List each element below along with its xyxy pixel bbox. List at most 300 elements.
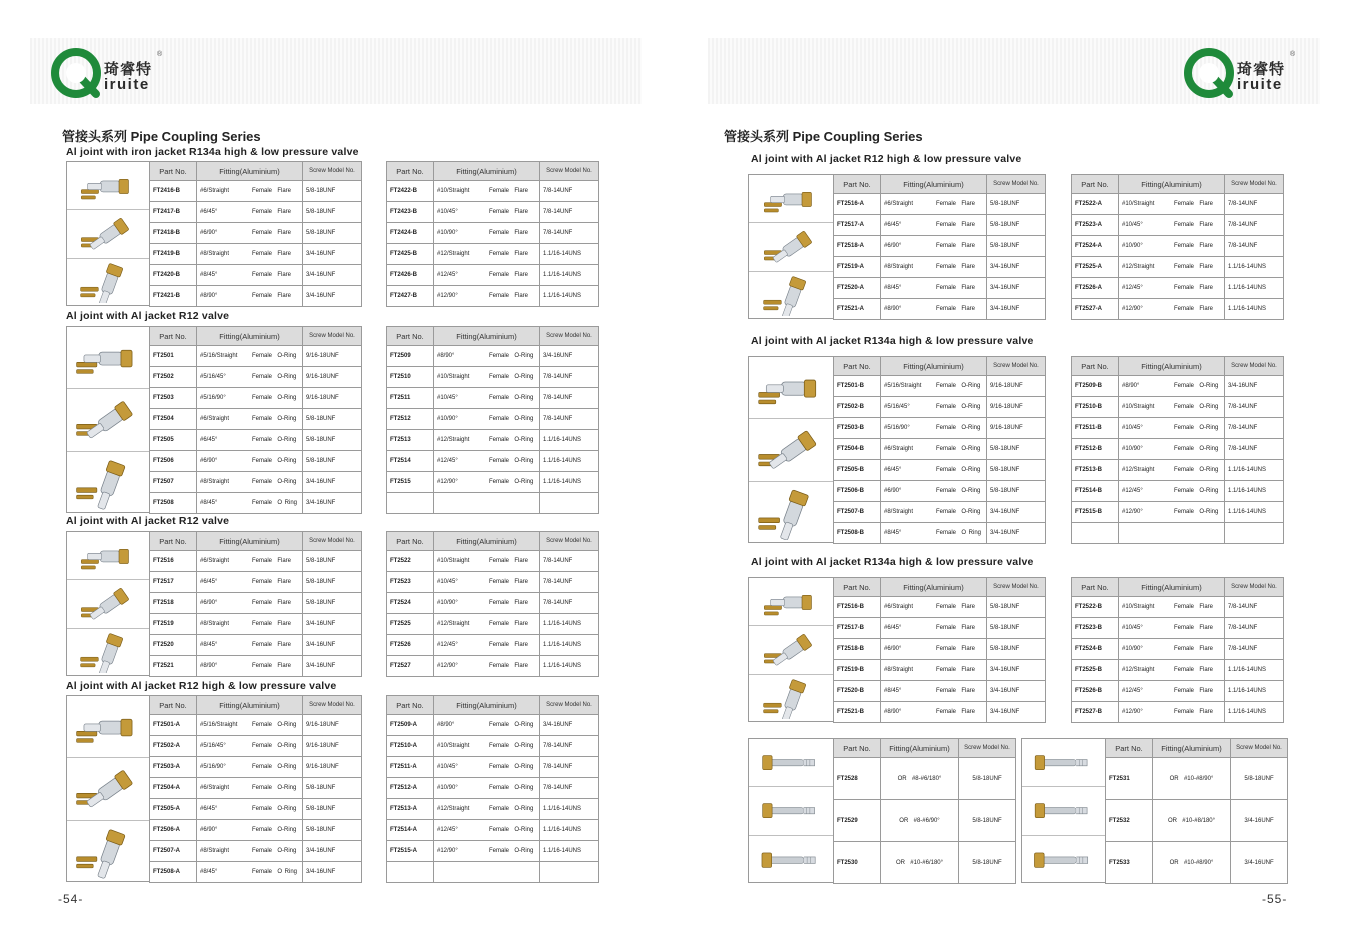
product-image bbox=[749, 223, 833, 271]
screw-model-cell: 3/4-16UNF bbox=[303, 472, 362, 493]
part-number-cell: FT2503-B bbox=[834, 418, 881, 439]
screw-model-header: Screw Model No. bbox=[303, 327, 362, 346]
fitting-size: #5/16/90° bbox=[884, 425, 910, 431]
table-row bbox=[387, 286, 599, 307]
screw-model-cell: 1.1/16-14UNS bbox=[540, 244, 599, 265]
part-number-cell: FT2522 bbox=[387, 551, 434, 572]
part-number-cell: FT2506-A bbox=[150, 820, 197, 841]
part-number-cell: FT2524-B bbox=[1072, 639, 1119, 660]
fitting-cell bbox=[197, 593, 303, 614]
part-number-cell: FT2426-B bbox=[387, 265, 434, 286]
fitting-size: #12/90° bbox=[1122, 709, 1143, 715]
part-number-cell: FT2416-B bbox=[150, 181, 197, 202]
fitting-size: #12/90° bbox=[437, 663, 458, 669]
fitting-cell bbox=[434, 656, 540, 677]
screw-model-cell: 7/8-14UNF bbox=[1225, 215, 1284, 236]
fitting-size: #8/45° bbox=[200, 869, 218, 875]
part-number-cell: FT2424-B bbox=[387, 223, 434, 244]
part-number-cell: FT2504 bbox=[150, 409, 197, 430]
screw-model-cell: 1.1/16-14UNS bbox=[540, 265, 599, 286]
fitting-size: #10/Straight bbox=[437, 188, 470, 194]
screw-model-cell: 1.1/16-14UNS bbox=[540, 614, 599, 635]
fitting-cell bbox=[881, 418, 987, 439]
fitting-photo-icon bbox=[71, 584, 145, 623]
part-number-cell: FT2502-A bbox=[150, 736, 197, 757]
part-number-cell: FT2503 bbox=[150, 388, 197, 409]
fitting-type: Female Flare bbox=[1174, 646, 1214, 652]
fitting-cell bbox=[881, 397, 987, 418]
fitting-size: #8/45° bbox=[200, 500, 218, 506]
fitting-size: #6/Straight bbox=[200, 188, 230, 194]
product-image bbox=[1022, 739, 1105, 787]
fitting-size: #12/45° bbox=[1122, 285, 1143, 291]
fitting-type: Female Flare bbox=[489, 558, 529, 564]
table-row bbox=[387, 736, 599, 757]
product-image-column bbox=[66, 161, 149, 306]
fitting-cell bbox=[881, 618, 987, 639]
screw-model-cell: 1.1/16-14UNS bbox=[540, 451, 599, 472]
product-image bbox=[67, 389, 149, 451]
part-number-cell: FT2503-A bbox=[150, 757, 197, 778]
fitting-cell bbox=[197, 493, 303, 514]
fitting-size: #6/Straight bbox=[200, 558, 230, 564]
screw-model-cell: 9/16-18UNF bbox=[303, 757, 362, 778]
fitting-size: #6/45° bbox=[884, 222, 902, 228]
table-row bbox=[387, 430, 599, 451]
fitting-cell bbox=[1119, 639, 1225, 660]
part-no-header: Part No. bbox=[834, 175, 881, 194]
fitting-size: #12/Straight bbox=[1122, 264, 1155, 270]
part-number-cell: FT2507-A bbox=[150, 841, 197, 862]
screw-model-cell: 5/8-18UNF bbox=[303, 430, 362, 451]
screw-model-cell: 3/4-16UNF bbox=[303, 841, 362, 862]
fitting-photo-icon bbox=[1026, 743, 1101, 782]
fitting-type: Female O-Ring bbox=[1174, 404, 1219, 410]
part-number-cell: FT2521 bbox=[150, 656, 197, 677]
part-number-cell: FT2523 bbox=[387, 572, 434, 593]
fitting-header: Fitting(Aluminium) bbox=[197, 696, 303, 715]
table-row bbox=[834, 681, 1046, 702]
fitting-cell bbox=[434, 820, 540, 841]
fitting-type: Female O-Ring bbox=[489, 806, 534, 812]
fitting-cell bbox=[881, 299, 987, 320]
part-number-cell: FT2505-A bbox=[150, 799, 197, 820]
brand-logo-left bbox=[50, 47, 168, 99]
fitting-cell bbox=[434, 367, 540, 388]
screw-model-cell: 1.1/16-14UNS bbox=[1225, 278, 1284, 299]
part-no-header: Part No. bbox=[387, 162, 434, 181]
table-row bbox=[1072, 257, 1284, 278]
fitting-type: Female O-Ring bbox=[252, 353, 297, 359]
fitting-size: #5/16/Straight bbox=[200, 722, 238, 728]
part-no-header: Part No. bbox=[150, 327, 197, 346]
fitting-photo-icon bbox=[753, 179, 829, 218]
table-row bbox=[1072, 194, 1284, 215]
part-number-cell: FT2517-B bbox=[834, 618, 881, 639]
screw-model-cell: 9/16-18UNF bbox=[987, 418, 1046, 439]
part-number-cell: FT2505-B bbox=[834, 460, 881, 481]
fitting-size: #6/Straight bbox=[200, 416, 230, 422]
table-row bbox=[834, 439, 1046, 460]
fitting-size: #6/Straight bbox=[884, 201, 914, 207]
table-row bbox=[1072, 299, 1284, 320]
table-row bbox=[387, 472, 599, 493]
screw-model-cell: 5/8-18UNF bbox=[303, 778, 362, 799]
fitting-cell bbox=[197, 614, 303, 635]
screw-model-cell: 3/4-16UNF bbox=[303, 635, 362, 656]
fitting-cell bbox=[197, 841, 303, 862]
screw-model-header: Screw Model No. bbox=[987, 357, 1046, 376]
screw-model-cell: 1.1/16-14UNS bbox=[540, 635, 599, 656]
part-number-cell: FT2509-A bbox=[387, 715, 434, 736]
screw-model-cell: 1.1/16-14UNS bbox=[540, 799, 599, 820]
fitting-type: Female O-Ring bbox=[489, 764, 534, 770]
section-title: Al joint with Al jacket R134a high & low pressure valve bbox=[751, 335, 1034, 347]
screw-model-cell: 9/16-18UNF bbox=[303, 388, 362, 409]
screw-model-cell: 3/4-16UNF bbox=[303, 286, 362, 307]
fitting-size: #6/45° bbox=[200, 209, 218, 215]
fitting-cell bbox=[434, 223, 540, 244]
fitting-cell bbox=[881, 215, 987, 236]
fitting-size: #10/Straight bbox=[437, 743, 470, 749]
fitting-size: #6/45° bbox=[884, 625, 902, 631]
fitting-type: Female Flare bbox=[252, 579, 292, 585]
fitting-size: #6/90° bbox=[200, 458, 218, 464]
fitting-cell bbox=[1119, 257, 1225, 278]
fitting-photo-icon bbox=[753, 582, 829, 621]
fitting-type: Female Flare bbox=[936, 306, 976, 312]
fitting-cell bbox=[881, 660, 987, 681]
table-row bbox=[834, 460, 1046, 481]
fitting-type: Female O-Ring bbox=[252, 395, 297, 401]
table-row bbox=[1106, 800, 1288, 842]
screw-model-cell: 5/8-18UNF bbox=[987, 460, 1046, 481]
screw-model-header: Screw Model No. bbox=[1225, 578, 1284, 597]
fitting-size: #8/90° bbox=[437, 722, 455, 728]
screw-model-cell: 7/8-14UNF bbox=[540, 551, 599, 572]
product-image bbox=[749, 578, 833, 626]
fitting-cell bbox=[434, 715, 540, 736]
fitting-size: #5/16/45° bbox=[884, 404, 910, 410]
fitting-cell: OR #8-#6/90° bbox=[881, 800, 959, 842]
screw-model-cell: 5/8-18UNF bbox=[987, 618, 1046, 639]
part-no-header: Part No. bbox=[1072, 357, 1119, 376]
product-image-column bbox=[748, 174, 833, 319]
part-number-cell: FT2422-B bbox=[387, 181, 434, 202]
table-row bbox=[834, 194, 1046, 215]
screw-model-header: Screw Model No. bbox=[1225, 357, 1284, 376]
fitting-size: #8/45° bbox=[884, 530, 902, 536]
part-number-cell: FT2512-A bbox=[387, 778, 434, 799]
fitting-size: #10/90° bbox=[437, 416, 458, 422]
fitting-size: #10/Straight bbox=[1122, 604, 1155, 610]
fitting-size: #6/90° bbox=[884, 243, 902, 249]
table-row bbox=[1072, 639, 1284, 660]
fitting-type: Female O-Ring bbox=[936, 425, 981, 431]
fitting-type: Female Flare bbox=[1174, 222, 1214, 228]
fitting-cell bbox=[434, 430, 540, 451]
fitting-type: Female Flare bbox=[1174, 201, 1214, 207]
fitting-type: Female O-Ring bbox=[252, 722, 297, 728]
brand-q-icon bbox=[50, 47, 102, 99]
table-row bbox=[150, 551, 362, 572]
table-row bbox=[387, 572, 599, 593]
part-table bbox=[1071, 577, 1284, 723]
table-row bbox=[387, 265, 599, 286]
part-number-cell: FT2507-B bbox=[834, 502, 881, 523]
part-number-cell: FT2513 bbox=[387, 430, 434, 451]
table-row bbox=[150, 572, 362, 593]
screw-model-cell: 7/8-14UNF bbox=[1225, 194, 1284, 215]
part-number-cell: FT2532 bbox=[1106, 800, 1153, 842]
part-no-header: Part No. bbox=[150, 162, 197, 181]
fitting-size: #6/45° bbox=[884, 467, 902, 473]
fitting-cell bbox=[1119, 439, 1225, 460]
fitting-cell bbox=[434, 614, 540, 635]
fitting-size: #10/45° bbox=[1122, 222, 1143, 228]
fitting-photo-icon bbox=[71, 393, 145, 446]
table-row bbox=[1072, 481, 1284, 502]
screw-model-cell: 1.1/16-14UNS bbox=[540, 286, 599, 307]
part-number-cell: FT2506-B bbox=[834, 481, 881, 502]
fitting-type: Female Flare bbox=[252, 272, 292, 278]
fitting-photo-icon bbox=[753, 276, 829, 316]
fitting-type: Female O-Ring bbox=[489, 458, 534, 464]
part-number-cell: FT2520-A bbox=[834, 278, 881, 299]
screw-model-cell: 9/16-18UNF bbox=[987, 397, 1046, 418]
fitting-size: #5/16/90° bbox=[200, 395, 226, 401]
table-row bbox=[387, 409, 599, 430]
table-row bbox=[150, 841, 362, 862]
section-title: Al joint with Al jacket R12 valve bbox=[66, 515, 230, 527]
part-number-cell: FT2508-B bbox=[834, 523, 881, 544]
fitting-cell bbox=[197, 656, 303, 677]
screw-model-cell: 3/4-16UNF bbox=[987, 702, 1046, 723]
table-row bbox=[834, 618, 1046, 639]
fitting-cell bbox=[1119, 299, 1225, 320]
fitting-header: Fitting(Aluminium) bbox=[1119, 175, 1225, 194]
product-image bbox=[67, 259, 149, 307]
part-number-cell: FT2531 bbox=[1106, 758, 1153, 800]
fitting-type: Female Flare bbox=[489, 600, 529, 606]
part-table bbox=[386, 695, 599, 883]
product-image bbox=[67, 821, 149, 883]
fitting-type: Female Flare bbox=[489, 621, 529, 627]
table-row bbox=[834, 502, 1046, 523]
table-row bbox=[150, 265, 362, 286]
fitting-size: #12/90° bbox=[437, 479, 458, 485]
screw-model-cell: 5/8-18UNF bbox=[303, 181, 362, 202]
fitting-cell bbox=[434, 244, 540, 265]
brand-name-en: iruite bbox=[1237, 76, 1283, 93]
fitting-type: Female O-Ring bbox=[936, 467, 981, 473]
fitting-type: Female Flare bbox=[252, 642, 292, 648]
table-row bbox=[150, 472, 362, 493]
fitting-cell bbox=[197, 367, 303, 388]
fitting-photo-icon bbox=[71, 633, 145, 673]
part-number-cell: FT2530 bbox=[834, 842, 881, 884]
fitting-photo-icon bbox=[753, 743, 829, 782]
table-row bbox=[834, 660, 1046, 681]
fitting-size: #8/45° bbox=[200, 272, 218, 278]
fitting-size: #12/90° bbox=[437, 293, 458, 299]
fitting-type: Female Flare bbox=[252, 209, 292, 215]
table-row bbox=[150, 367, 362, 388]
fitting-size: #10/45° bbox=[1122, 425, 1143, 431]
fitting-photo-icon bbox=[1026, 840, 1101, 880]
fitting-type: Female Flare bbox=[1174, 243, 1214, 249]
product-image bbox=[67, 629, 149, 677]
registered-mark: ® bbox=[157, 51, 163, 58]
screw-model-cell: 7/8-14UNF bbox=[540, 223, 599, 244]
screw-model-header: Screw Model No. bbox=[1231, 739, 1288, 758]
screw-model-cell: 7/8-14UNF bbox=[540, 778, 599, 799]
product-image bbox=[67, 532, 149, 580]
fitting-size: #8/90° bbox=[884, 306, 902, 312]
screw-model-cell: 9/16-18UNF bbox=[987, 376, 1046, 397]
part-number-cell: FT2501-B bbox=[834, 376, 881, 397]
table-row bbox=[387, 181, 599, 202]
fitting-size: #6/Straight bbox=[884, 604, 914, 610]
screw-model-cell: 5/8-18UNF bbox=[303, 820, 362, 841]
fitting-cell bbox=[881, 681, 987, 702]
fitting-cell bbox=[434, 409, 540, 430]
fitting-size: #12/Straight bbox=[437, 251, 470, 257]
product-image bbox=[67, 327, 149, 389]
screw-model-header: Screw Model No. bbox=[1225, 175, 1284, 194]
fitting-cell bbox=[197, 181, 303, 202]
part-number-cell: FT2522-B bbox=[1072, 597, 1119, 618]
fitting-type: Female Flare bbox=[252, 230, 292, 236]
fitting-cell bbox=[1119, 418, 1225, 439]
fitting-size: #10/90° bbox=[1122, 243, 1143, 249]
table-row bbox=[1106, 758, 1288, 800]
fitting-cell bbox=[434, 572, 540, 593]
page-number-right: -55- bbox=[1262, 892, 1288, 906]
screw-model-cell: 3/4-16UNF bbox=[540, 346, 599, 367]
table-row bbox=[150, 862, 362, 883]
fitting-type: Female O-Ring bbox=[252, 437, 297, 443]
fitting-size: #6/90° bbox=[200, 600, 218, 606]
fitting-type: Female Flare bbox=[936, 264, 976, 270]
part-number-cell: FT2507 bbox=[150, 472, 197, 493]
fitting-type: Female Flare bbox=[489, 663, 529, 669]
screw-model-cell: 5/8-18UNF bbox=[303, 409, 362, 430]
part-number-cell: FT2508-A bbox=[150, 862, 197, 883]
fitting-type: Female Flare bbox=[252, 188, 292, 194]
table-row bbox=[834, 758, 1016, 800]
fitting-photo-icon bbox=[71, 263, 145, 303]
table-row bbox=[387, 715, 599, 736]
fitting-size: #10/45° bbox=[437, 209, 458, 215]
screw-model-cell: 3/4-16UNF bbox=[1225, 376, 1284, 397]
fitting-size: #6/45° bbox=[200, 806, 218, 812]
fitting-cell bbox=[1119, 376, 1225, 397]
empty-row bbox=[1072, 523, 1284, 544]
screw-model-cell: 7/8-14UNF bbox=[540, 757, 599, 778]
product-image-column bbox=[748, 356, 833, 543]
fitting-header: Fitting(Aluminium) bbox=[434, 696, 540, 715]
empty-row bbox=[387, 862, 599, 883]
fitting-header: Fitting(Aluminium) bbox=[881, 578, 987, 597]
fitting-cell bbox=[1119, 618, 1225, 639]
fitting-type: Female O-Ring bbox=[252, 848, 297, 854]
table-row bbox=[150, 656, 362, 677]
fitting-type: Female O-Ring bbox=[252, 374, 297, 380]
table-row bbox=[834, 376, 1046, 397]
screw-model-cell: 5/8-18UNF bbox=[303, 799, 362, 820]
fitting-type: Female O-Ring bbox=[1174, 425, 1219, 431]
fitting-size: #8/45° bbox=[884, 285, 902, 291]
fitting-type: Female O-Ring bbox=[252, 743, 297, 749]
fitting-cell bbox=[197, 451, 303, 472]
fitting-type: Female O-Ring bbox=[489, 743, 534, 749]
table-row bbox=[387, 593, 599, 614]
product-image bbox=[67, 580, 149, 628]
table-row bbox=[387, 346, 599, 367]
fitting-type: Female O-Ring bbox=[1174, 467, 1219, 473]
screw-model-cell: 7/8-14UNF bbox=[1225, 639, 1284, 660]
fitting-size: #10/Straight bbox=[437, 558, 470, 564]
fitting-header: Fitting(Aluminium) bbox=[1119, 357, 1225, 376]
screw-model-cell: 1.1/16-14UNS bbox=[1225, 702, 1284, 723]
fitting-type: Female O-Ring bbox=[1174, 383, 1219, 389]
fitting-cell bbox=[881, 376, 987, 397]
fitting-type: Female O-Ring bbox=[252, 764, 297, 770]
fitting-type: Female O-Ring bbox=[489, 416, 534, 422]
fitting-photo-icon bbox=[1026, 791, 1101, 830]
fitting-size: #6/Straight bbox=[200, 785, 230, 791]
fitting-type: Female Flare bbox=[936, 222, 976, 228]
fitting-type: Female Flare bbox=[936, 625, 976, 631]
part-number-cell: FT2420-B bbox=[150, 265, 197, 286]
fitting-photo-icon bbox=[753, 630, 829, 669]
part-number-cell: FT2511-B bbox=[1072, 418, 1119, 439]
part-number-cell: FT2511 bbox=[387, 388, 434, 409]
screw-model-cell: 3/4-16UNF bbox=[303, 493, 362, 514]
product-image bbox=[749, 357, 833, 419]
fitting-cell bbox=[1119, 597, 1225, 618]
part-number-cell: FT2516-A bbox=[834, 194, 881, 215]
section-title: Al joint with Al jacket R12 high & low pressure valve bbox=[66, 680, 337, 692]
screw-model-cell: 7/8-14UNF bbox=[1225, 618, 1284, 639]
fitting-size: #10/45° bbox=[1122, 625, 1143, 631]
fitting-cell bbox=[881, 597, 987, 618]
fitting-cell bbox=[434, 181, 540, 202]
fitting-cell bbox=[881, 194, 987, 215]
fitting-type: Female O Ring bbox=[252, 500, 298, 506]
fitting-cell: OR #10-#8/90° bbox=[1153, 758, 1231, 800]
fitting-cell bbox=[197, 820, 303, 841]
table-row bbox=[387, 614, 599, 635]
product-image bbox=[749, 739, 833, 787]
part-number-cell: FT2512 bbox=[387, 409, 434, 430]
fitting-type: Female Flare bbox=[252, 621, 292, 627]
table-row bbox=[834, 397, 1046, 418]
fitting-cell bbox=[881, 523, 987, 544]
fitting-type: Female O-Ring bbox=[489, 437, 534, 443]
table-row bbox=[150, 451, 362, 472]
table-row bbox=[834, 702, 1046, 723]
screw-model-cell: 7/8-14UNF bbox=[540, 593, 599, 614]
table-row bbox=[1072, 278, 1284, 299]
part-number-cell: FT2518-A bbox=[834, 236, 881, 257]
product-image bbox=[67, 452, 149, 514]
part-number-cell: FT2523-A bbox=[1072, 215, 1119, 236]
fitting-cell bbox=[434, 635, 540, 656]
table-row bbox=[834, 236, 1046, 257]
part-number-cell: FT2533 bbox=[1106, 842, 1153, 884]
